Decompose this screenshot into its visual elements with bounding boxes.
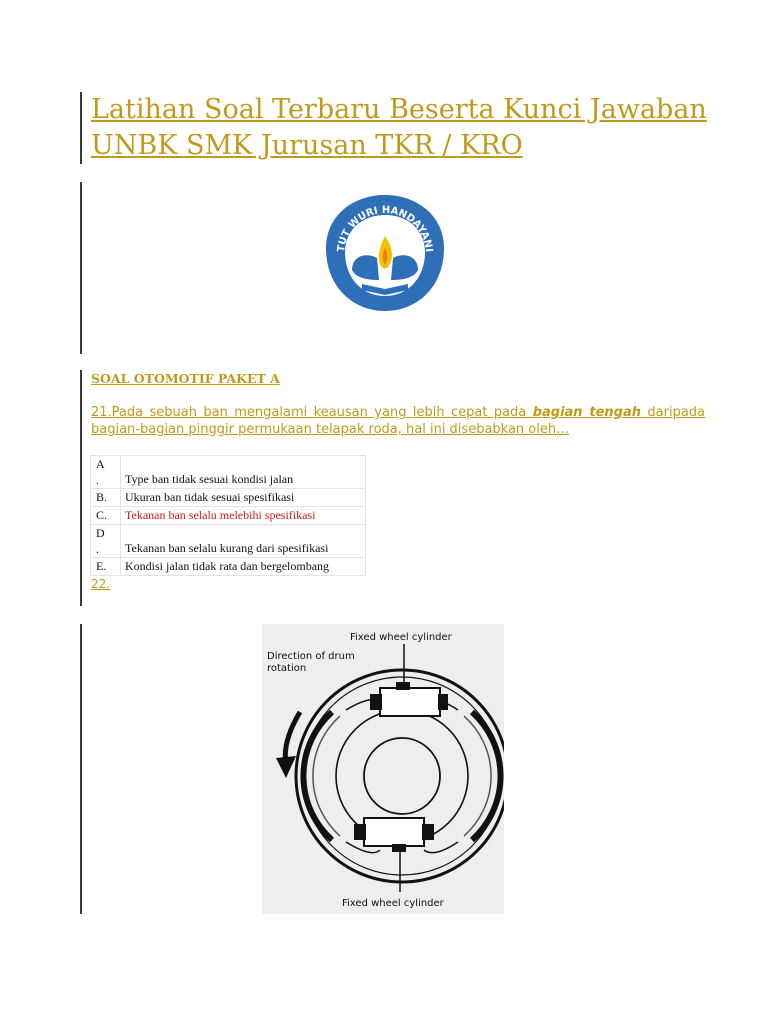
answer-option-a (91, 456, 366, 489)
question-text-end: daripada bagian-bagian pinggir permukaan telapak roda, hal ini disebabkan oleh… (91, 405, 706, 437)
left-border-diagram (80, 624, 82, 914)
page-title[interactable]: Latihan Soal Terbaru Beserta Kunci Jawaban UNBK SMK Jurusan TKR / KRO (91, 94, 707, 161)
diagram-label-bottom: Fixed wheel cylinder (342, 898, 444, 909)
question-text-start: 21.Pada sebuah ban mengalami keausan yang lebih cepat pada (91, 405, 533, 420)
question-emphasis: bagian tengah (532, 405, 641, 420)
wheel-cylinder-bottom-piston-right (422, 824, 434, 840)
answer-text-c: Tekanan ban selalu melebihi spesifikasi (121, 507, 366, 525)
answer-text-e: Kondisi jalan tidak rata dan bergelombang (121, 558, 366, 576)
wheel-cylinder-top (380, 688, 440, 716)
question-21[interactable] (91, 404, 705, 438)
section-heading[interactable]: SOAL OTOMOTIF PAKET A (91, 371, 280, 386)
answer-letter-d: D . (91, 525, 121, 558)
wheel-cylinder-bottom-piston-left (354, 824, 366, 840)
question-22-link[interactable]: 22. (91, 577, 111, 591)
answer-letter-a: A . (91, 456, 121, 489)
answer-text-b: Ukuran ban tidak sesuai spesifikasi (121, 489, 366, 507)
answer-letter-e: E. (91, 558, 121, 576)
diagram-label-direction-1: Direction of drum (267, 651, 355, 662)
left-border-questions (80, 370, 82, 606)
tut-wuri-handayani-logo (322, 192, 448, 314)
logo-motto: TUT WURI HANDAYANI (335, 204, 434, 253)
wheel-cylinder-bottom (364, 818, 424, 846)
wheel-cylinder-bottom-bleeder (392, 844, 406, 852)
left-border-middle (80, 182, 82, 354)
answer-options-table (90, 455, 366, 576)
wheel-cylinder-top-bleeder (396, 682, 410, 690)
diagram-label-direction-2: rotation (267, 663, 307, 674)
answer-option-c-correct (91, 507, 366, 525)
diagram-label-top: Fixed wheel cylinder (350, 632, 452, 643)
wheel-cylinder-top-piston-left (370, 694, 382, 710)
wheel-cylinder-top-piston-right (438, 694, 448, 710)
answer-letter-b: B. (91, 489, 121, 507)
answer-text-a: Type ban tidak sesuai kondisi jalan (121, 456, 366, 489)
left-border-top (80, 92, 82, 164)
drum-brake-diagram (262, 624, 504, 914)
answer-option-e (91, 558, 366, 576)
answer-text-d: Tekanan ban selalu kurang dari spesifikasi (121, 525, 366, 558)
answer-option-b (91, 489, 366, 507)
answer-letter-c: C. (91, 507, 121, 525)
answer-option-d (91, 525, 366, 558)
